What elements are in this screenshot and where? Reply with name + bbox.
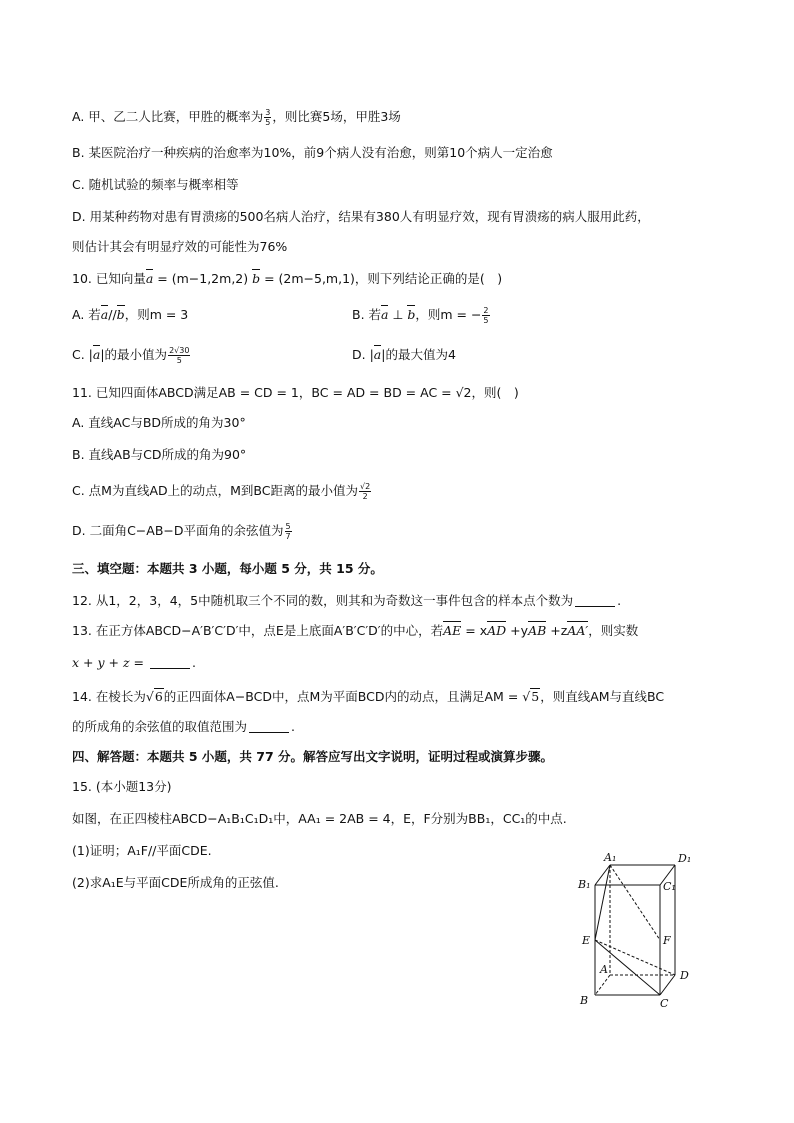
sqrt: √5 [522,689,540,704]
label-e: E [582,934,591,947]
q12 [72,592,734,610]
q15-stem: 如图，在正四棱柱ABCD−A₁B₁C₁D₁中，AA₁ = 2AB = 4，E，F分别为BB₁，CC₁的中点. [72,811,567,826]
vector-a: a [100,307,109,322]
text: x + y + z = [72,655,148,670]
q9-option-d-line2: 则估计其会有明显疗效的可能性为76% [72,239,288,254]
text: ，则直线AM与直线BC [540,689,665,704]
text: 10. 已知向量 [72,271,146,286]
label-f: F [663,934,671,947]
text: ，则m = 3 [124,307,189,322]
vector-b: b [407,307,416,322]
text: C. | [72,347,93,362]
vector-ad: AD [487,623,507,638]
q9-option-c: C. 随机试验的频率与概率相等 [72,177,239,192]
label-c: C [660,997,669,1010]
q11-option-b: B. 直线AB与CD所成的角为90° [72,447,247,462]
vector-a: a [381,307,389,322]
text: 14. 在棱长为 [72,689,146,704]
q14-line2 [72,718,734,736]
q11-option-d [72,522,734,541]
denominator: 2 [362,492,368,501]
denominator: 5 [483,316,489,325]
vector-a: a [373,347,382,362]
label-d1: D₁ [678,852,692,865]
text: = (m−1,2m,2) [153,271,253,286]
text: D. | [352,347,374,362]
text: ，则实数 [588,623,639,638]
vector-a: a [145,271,154,286]
fraction [359,482,371,501]
prism-figure [570,850,710,1010]
text: // [108,307,117,322]
text: D. 二面角C−AB−D平面角的余弦值为 [72,523,284,538]
text: = (2m−5,m,1)，则下列结论正确的是( ) [260,271,503,286]
q13-line1 [72,622,734,640]
section-4-heading: 四、解答题：本题共 5 小题，共 77 分。解答应写出文字说明，证明过程或演算步骤。 [72,749,554,764]
sqrt: √6 [145,689,163,704]
fraction [482,306,489,325]
denominator: 5 [176,356,182,365]
hidden-edge-ab [595,975,610,995]
edge-cd [660,975,675,995]
text: B. 若 [352,307,382,322]
vector-ab: AB [528,623,547,638]
label-a1: A₁ [604,851,617,864]
label-c1: C₁ [663,880,676,893]
vector-a: a [92,347,101,362]
text: ，则m = − [415,307,482,322]
fraction [264,108,271,127]
text: 13. 在正方体ABCD−A′B′C′D′中，点E是上底面A′B′C′D′的中心，若 [72,623,444,638]
q11-option-a: A. 直线AC与BD所成的角为30° [72,415,246,430]
text: 12. 从1，2，3，4，5中随机取三个不同的数，则其和为奇数这一事件包含的样本点个数为 [72,593,574,608]
text: . [191,655,196,670]
vector-b: b [116,307,125,322]
denominator: 7 [285,532,291,541]
text: 的正四面体A−BCD中，点M为平面BCD内的动点，且满足AM = [163,689,523,704]
label-b1: B₁ [578,878,591,891]
label-d: D [680,969,689,982]
text: 的所成角的余弦值的取值范围为 [72,719,248,734]
q15-title: 15. (本小题13分) [72,779,172,794]
q9-option-a [72,108,734,127]
q9-option-d-line1: D. 用某种药物对患有胃溃疡的500名病人治疗，结果有380人有明显疗效，现有胃溃疡的病人服用此药， [72,209,650,224]
text: ⊥ [388,307,408,322]
text: A. 若 [72,307,101,322]
numerator: 5 [285,522,291,531]
answer-blank[interactable] [575,606,615,607]
text: +z [546,623,568,638]
q10-stem [72,270,734,288]
fraction [285,522,292,541]
text: . [291,719,295,734]
radicand: 6 [154,689,163,704]
q9-a-tail: ，则比赛5场，甲胜3场 [272,109,401,124]
answer-blank[interactable] [150,668,190,669]
denominator: 5 [265,118,271,127]
numerator: 3 [265,108,271,117]
numerator: 2√30 [169,346,190,355]
q14-line1 [72,688,734,706]
q15-part1: (1)证明；A₁F//平面CDE. [72,843,212,858]
vector-ae: AE [443,623,462,638]
segment-a1e [595,865,610,940]
text: |的最大值为4 [381,347,456,362]
numerator: √2 [360,482,371,491]
label-b: B [580,994,589,1007]
q11-option-c [72,482,734,501]
text: = x [461,623,488,638]
radicand: 5 [531,689,540,704]
section-3-heading: 三、填空题：本题共 3 小题，每小题 5 分，共 15 分。 [72,561,383,576]
text: . [617,593,622,608]
text: C. 点M为直线AD上的动点，M到BC距离的最小值为 [72,483,359,498]
q15-part2: (2)求A₁E与平面CDE所成角的正弦值. [72,875,279,890]
vector-b: b [252,271,261,286]
q10-option-b [352,306,491,325]
q11-stem: 11. 已知四面体ABCD满足AB = CD = 1，BC = AD = BD = AC = √2，则( ) [72,385,519,400]
answer-blank[interactable] [249,732,289,733]
label-a: A [600,963,608,976]
q13-line2 [72,654,734,672]
q9-a-text: A. 甲、乙二人比赛，甲胜的概率为 [72,109,264,124]
fraction [168,346,190,365]
text: +y [506,623,529,638]
q10-option-d [352,346,456,364]
hidden-segment-a1f [610,865,660,940]
vector-aa: AA′ [567,623,589,638]
q9-option-b: B. 某医院治疗一种疾病的治愈率为10%，前9个病人没有治愈，则第10个病人一定治愈 [72,145,553,160]
text: |的最小值为 [100,347,168,362]
numerator: 2 [483,306,489,315]
